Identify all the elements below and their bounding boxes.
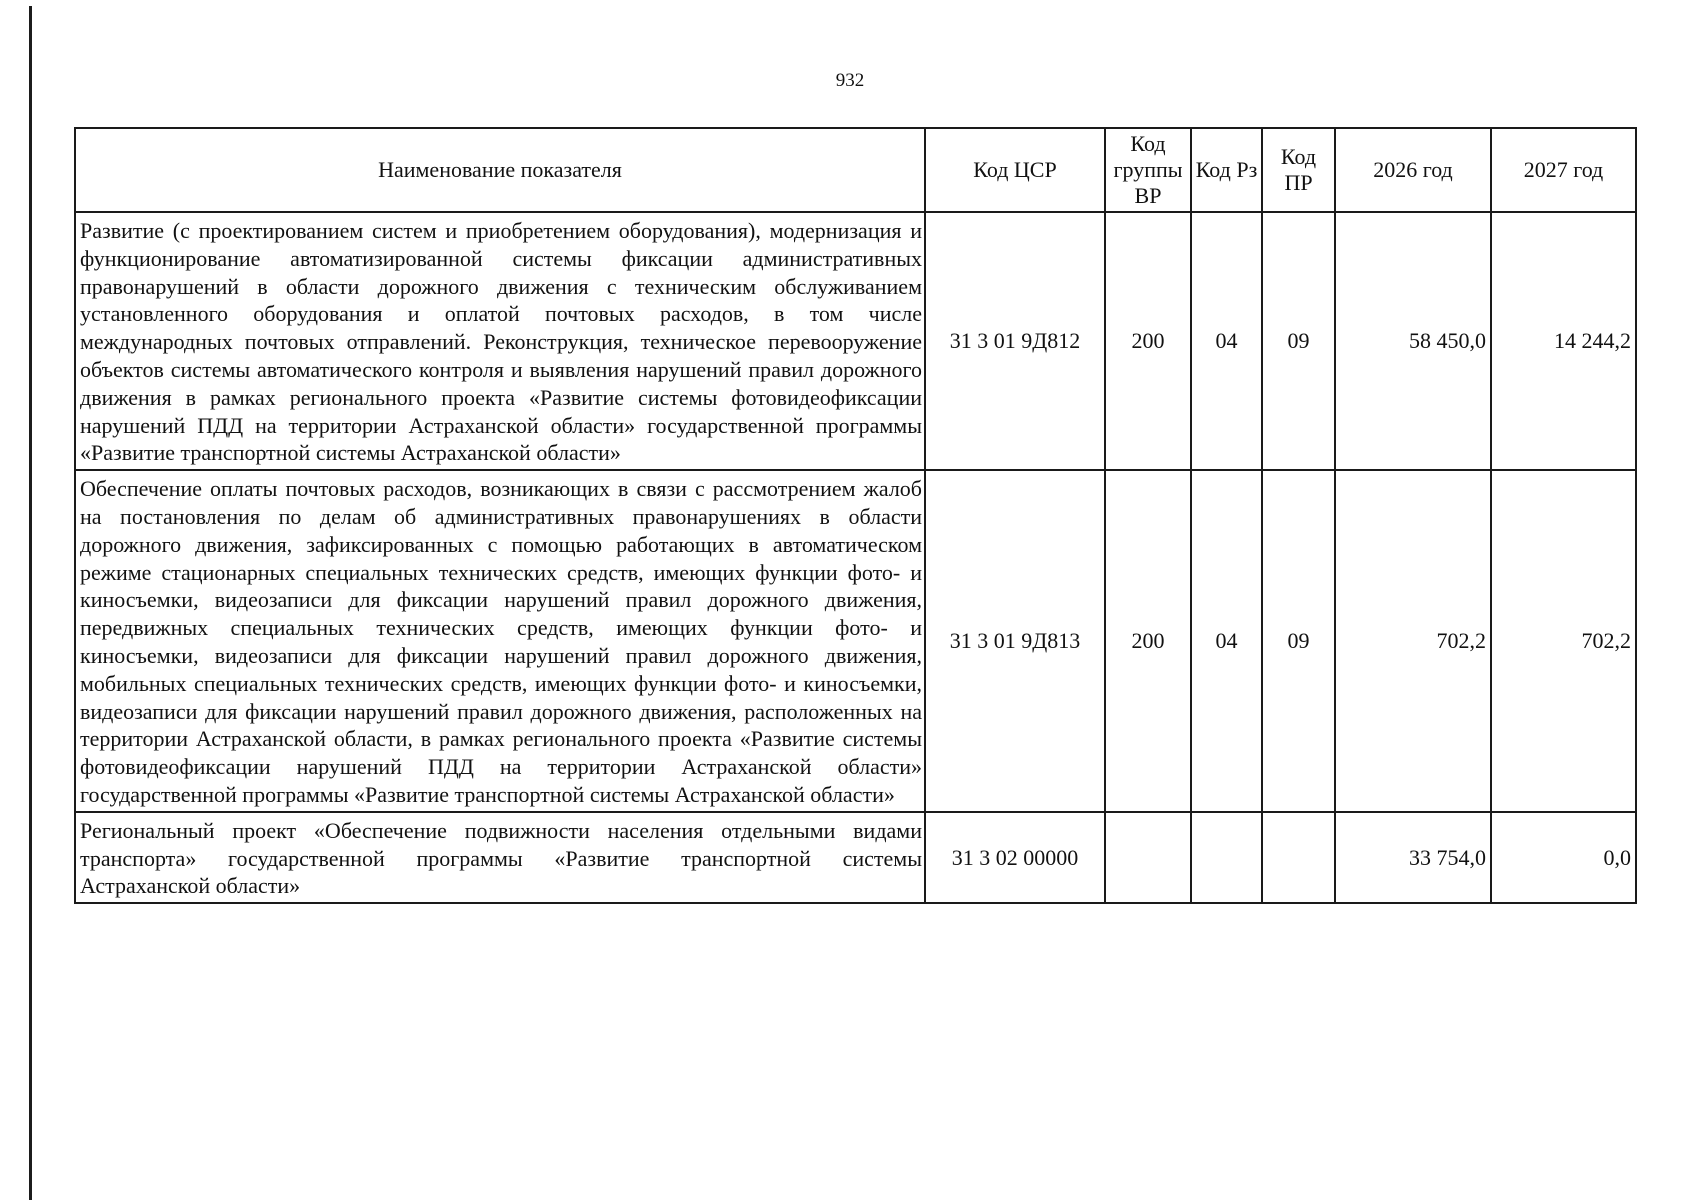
row-name-cell: Развитие (с проектированием систем и приобретением оборудования), модернизация и функционирование автоматизированной системы фиксации административных правонарушений в области дорожного движения с техническим обслуживанием установленного оборудования и оплатой почтовых расходов, в том числе международных почтовых отправлений. Реконструкция, техническое перевооружение объектов системы автоматического контроля и выявления нарушений правил дорожного движения в рамках регионального проекта «Развитие системы фотовидеофиксации нарушений ПДД на территории Астраханской области» государственной программы «Развитие транспортной системы Астраханской области» bbox=[75, 212, 925, 470]
header-rz-code: Код Рз bbox=[1191, 128, 1262, 212]
table-row bbox=[75, 470, 1636, 812]
header-year-2027: 2027 год bbox=[1491, 128, 1636, 212]
header-year-2026: 2026 год bbox=[1335, 128, 1491, 212]
row-vr-cell bbox=[1105, 812, 1191, 903]
row-csr-cell: 31 3 01 9Д813 bbox=[925, 470, 1105, 812]
header-pr-code: Код ПР bbox=[1262, 128, 1335, 212]
row-2026-cell: 58 450,0 bbox=[1335, 212, 1491, 470]
row-2026-cell: 33 754,0 bbox=[1335, 812, 1491, 903]
header-vr-group-code: Код группы ВР bbox=[1105, 128, 1191, 212]
budget-table bbox=[74, 127, 1637, 904]
table-row bbox=[75, 812, 1636, 903]
row-csr-cell: 31 3 01 9Д812 bbox=[925, 212, 1105, 470]
row-pr-cell bbox=[1262, 812, 1335, 903]
row-vr-cell: 200 bbox=[1105, 470, 1191, 812]
row-2026-cell: 702,2 bbox=[1335, 470, 1491, 812]
row-pr-cell: 09 bbox=[1262, 470, 1335, 812]
row-rz-cell: 04 bbox=[1191, 212, 1262, 470]
row-vr-cell: 200 bbox=[1105, 212, 1191, 470]
header-csr-code: Код ЦСР bbox=[925, 128, 1105, 212]
row-rz-cell bbox=[1191, 812, 1262, 903]
row-2027-cell: 702,2 bbox=[1491, 470, 1636, 812]
row-rz-cell: 04 bbox=[1191, 470, 1262, 812]
header-name: Наименование показателя bbox=[75, 128, 925, 212]
header-row bbox=[75, 128, 1636, 212]
row-2027-cell: 14 244,2 bbox=[1491, 212, 1636, 470]
row-2027-cell: 0,0 bbox=[1491, 812, 1636, 903]
row-pr-cell: 09 bbox=[1262, 212, 1335, 470]
row-name-cell: Обеспечение оплаты почтовых расходов, возникающих в связи с рассмотрением жалоб на постановления по делам об административных правонарушениях в области дорожного движения, зафиксированных с помощью работающих в автоматическом режиме стационарных специальных технических средств, имеющих функции фото- и киносъемки, видеозаписи для фиксации нарушений правил дорожного движения, передвижных специальных технических средств, имеющих функции фото- и киносъемки, видеозаписи для фиксации нарушений правил дорожного движения, мобильных специальных технических средств, имеющих функции фото- и киносъемки, видеозаписи для фиксации нарушений правил дорожного движения, расположенных на территории Астраханской области, в рамках регионального проекта «Развитие системы фотовидеофиксации нарушений ПДД на территории Астраханской области» государственной программы «Развитие транспортной системы Астраханской области» bbox=[75, 470, 925, 812]
table-row bbox=[75, 212, 1636, 470]
binding-line bbox=[29, 6, 32, 1200]
row-name-cell: Региональный проект «Обеспечение подвижности населения отдельными видами транспорта» государственной программы «Развитие транспортной системы Астраханской области» bbox=[75, 812, 925, 903]
page-number: 932 bbox=[835, 70, 865, 91]
row-csr-cell: 31 3 02 00000 bbox=[925, 812, 1105, 903]
